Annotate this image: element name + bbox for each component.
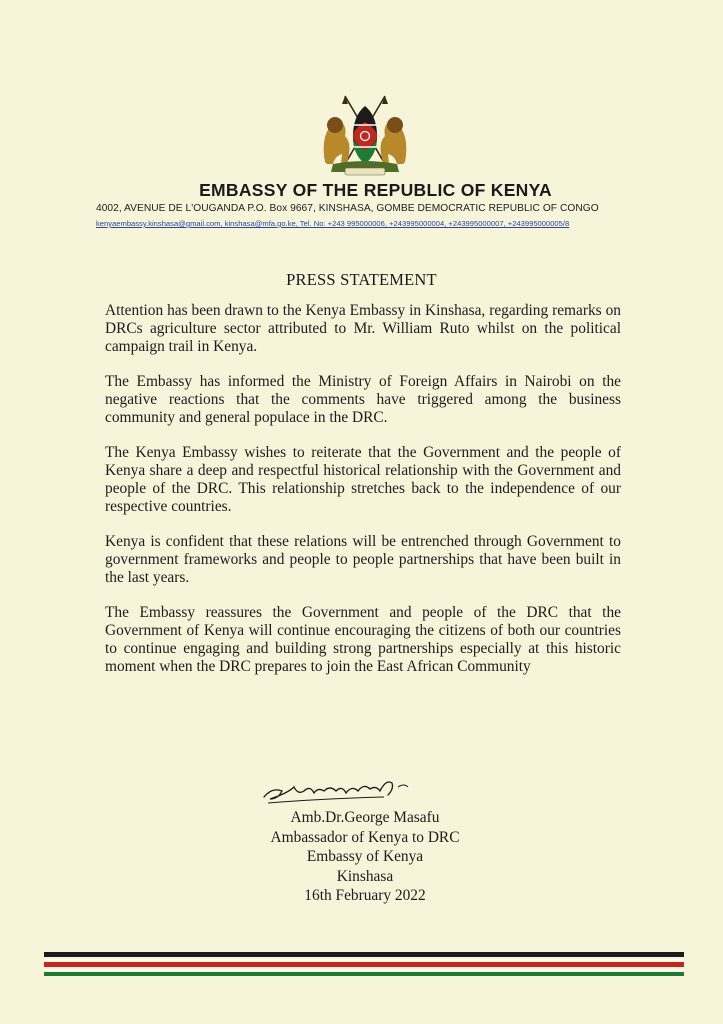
signatory-position: Ambassador of Kenya to DRC xyxy=(270,828,460,846)
flag-stripes-footer xyxy=(44,950,684,980)
footer-stripe-red xyxy=(44,962,684,967)
paragraph: Attention has been drawn to the Kenya Embassy in Kinshasa, regarding remarks on DRCs agriculture sector attributed to Mr. William Ruto whilst on the political campaign trail in Kenya. xyxy=(105,302,621,355)
press-statement-title: PRESS STATEMENT xyxy=(286,270,437,289)
footer-stripe-white xyxy=(44,969,684,971)
footer-stripe-black xyxy=(44,952,684,957)
kenya-coat-of-arms-icon xyxy=(315,92,415,177)
statement-body xyxy=(105,302,621,693)
embassy-contact-line[interactable]: kenyaembassy.kinshasa@gmail.com, kinshasa@mfa.go.ke, Tel. No: +243 995000006, +243995000004, +243995000007, +243995000005/8 xyxy=(96,219,570,228)
signatory-office: Embassy of Kenya xyxy=(306,848,424,865)
signature-icon xyxy=(258,773,418,809)
embassy-title: EMBASSY OF THE REPUBLIC OF KENYA xyxy=(199,180,552,200)
signatory-block xyxy=(230,808,500,906)
signatory-name: Amb.Dr.George Masafu xyxy=(290,809,440,826)
embassy-address: 4002, AVENUE DE L'OUGANDA P.O. Box 9667, KINSHASA, GOMBE DEMOCRATIC REPUBLIC OF CONGO xyxy=(96,203,599,214)
paragraph: Kenya is confident that these relations will be entrenched through Government to government frameworks and people to people partnerships that have been built in the last years. xyxy=(105,533,621,586)
statement-date: 16th February 2022 xyxy=(304,887,426,904)
paragraph: The Embassy reassures the Government and people of the DRC that the Government of Kenya will continue encouraging the citizens of both our countries to continue engaging and building strong partnerships especially at this historic moment when the DRC prepares to join the East African Community xyxy=(105,604,621,675)
paragraph: The Kenya Embassy wishes to reiterate that the Government and the people of Kenya share a deep and respectful historical relationship with the Government and people of the DRC. This relationship stretches back to the independence of our respective countries. xyxy=(105,444,621,515)
footer-stripe-green xyxy=(44,972,684,976)
signatory-city: Kinshasa xyxy=(336,867,394,885)
paragraph: The Embassy has informed the Ministry of Foreign Affairs in Nairobi on the negative reactions that the comments have triggered among the business community and general populace in the DRC. xyxy=(105,373,621,426)
footer-stripe-white xyxy=(44,959,684,961)
